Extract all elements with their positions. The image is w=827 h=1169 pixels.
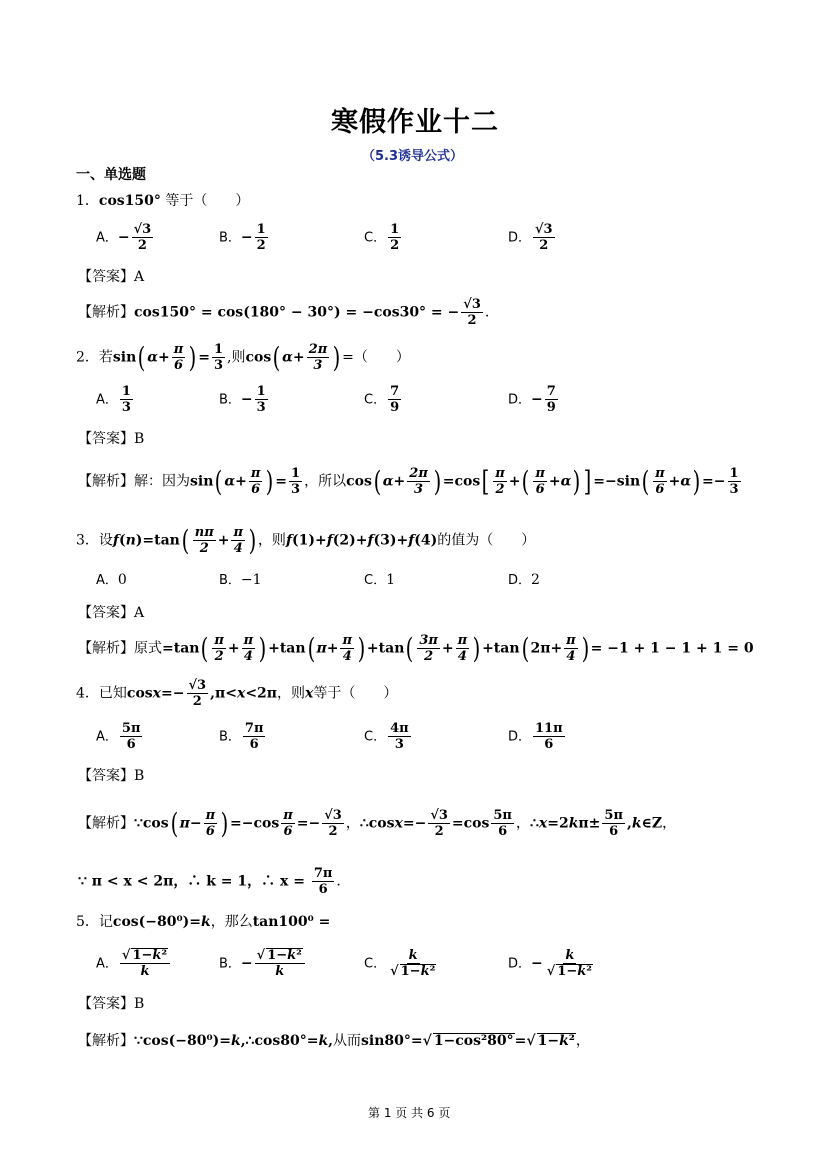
question-5-analysis: 【解析】∵cos(−80⁰)=k,∴cos80°=k,从而sin80°=√ 1−cos²80°=√ 1−k²， [78, 1033, 590, 1049]
page-title: 寒假作业十二 [331, 107, 499, 138]
question-1-option-c: C． $\frac{1}{2}$ [364, 222, 400, 253]
question-1-stem: 1．cos150° 等于（ ） [76, 193, 250, 209]
question-2-analysis: 【解析】解：因为sin( α+ $\frac{\pi}{6}$ ) = $\frac{1}{3}$ ，所以cos( α+ $\frac{2\pi}{3}$ ) =cos[ $\frac{\pi}{2}$ +( $\frac{\pi}{6}$ +α) ] =−sin( $\frac{\pi}{6}$ +α) =− $\frac{1}{3}$ [78, 464, 739, 498]
question-5-option-d: D．− $\frac{k}{\text{√ 1−k²}}$ [508, 948, 592, 979]
section-title: 一、单选题 [76, 167, 146, 183]
question-4-option-a: A． $\frac{5\pi}{6}$ [96, 721, 141, 752]
question-3-analysis: 【解析】原式=tan( $\frac{\pi}{2}$ + $\frac{\pi}{4}$ ) +tan( π+ $\frac{\pi}{4}$ ) +tan( $\frac{3\pi}{2}$ + $\frac{\pi}{4}$ ) +tan( 2π+ $\frac{\pi}{4}$ ) = −1 + 1 − 1 + 1 = 0 [78, 631, 754, 665]
question-2-option-c: C． $\frac{7}{9}$ [364, 384, 400, 415]
question-1-option-d: D． $\frac{√3}{2}$ [508, 222, 553, 253]
question-5-answer: 【答案】B [78, 996, 145, 1012]
question-4-option-c: C． $\frac{4\pi}{3}$ [364, 721, 409, 752]
question-2-option-a: A． $\frac{1}{3}$ [96, 384, 131, 415]
question-1-option-b: B．− $\frac{1}{2}$ [219, 222, 266, 253]
question-4-option-d: D． $\frac{11\pi}{6}$ [508, 721, 563, 752]
question-5-option-b: B．− $\frac{\text{√ 1−k²}}{k}$ [219, 948, 307, 979]
question-4-analysis: 【解析】∵cos( π− $\frac{\pi}{6}$ ) =−cos $\frac{\pi}{6}$ =− $\frac{√3}{2}$ ，∴cosx=− $\frac{√3}{2}$ =cos $\frac{5\pi}{6}$ ，∴x=2kπ± $\frac{5\pi}{6}$ ,k∈Z， [78, 806, 677, 840]
question-4-option-b: B． $\frac{7\pi}{6}$ [219, 721, 264, 752]
question-3-option-b: B．−1 [219, 572, 262, 588]
question-4-answer: 【答案】B [78, 768, 145, 784]
question-5-stem: 5．记cos(−80⁰)=k，那么tan100⁰ = [76, 914, 331, 930]
question-4-analysis-line2: ∵ π < x < 2π，∴ k = 1，∴ x = $\frac{7\pi}{6}$ . [78, 866, 341, 897]
question-3-answer: 【答案】A [78, 605, 145, 621]
question-2-answer: 【答案】B [78, 431, 145, 447]
question-2-option-d: D．− $\frac{7}{9}$ [508, 384, 556, 415]
question-3-option-a: A．0 [96, 572, 127, 588]
question-4-stem: 4．已知cosx=− $\frac{√3}{2}$ ,π<x<2π，则x等于（ ） [76, 678, 398, 709]
page-footer: 第 1 页 共 6 页 [368, 1106, 451, 1120]
question-1-answer: 【答案】A [78, 269, 145, 285]
question-1-analysis: 【解析】cos150° = cos(180° − 30°) = −cos30° = − $\frac{√3}{2}$ . [78, 297, 490, 328]
question-2-option-b: B．− $\frac{1}{3}$ [219, 384, 266, 415]
question-3-option-c: C．1 [364, 572, 395, 588]
page-subtitle: （5.3诱导公式） [362, 149, 464, 164]
question-3-stem: 3．设f(n)=tan( $\frac{n\pi}{2}$ + $\frac{\pi}{4}$ ) ，则f(1)+f(2)+f(3)+f(4)的值为（ ） [76, 523, 536, 557]
question-3-option-d: D．2 [508, 572, 540, 588]
question-1-option-a: A．− $\frac{√3}{2}$ [96, 222, 152, 253]
question-5-option-c: C． $\frac{k}{\text{√ 1−k²}}$ [364, 948, 436, 979]
question-2-stem: 2．若sin( α+ $\frac{\pi}{6}$ ) = $\frac{1}{3}$ ,则cos( α+ $\frac{2\pi}{3}$ ) =（ ） [76, 340, 410, 374]
question-5-option-a: A． $\frac{\text{√ 1−k²}}{k}$ [96, 948, 172, 979]
